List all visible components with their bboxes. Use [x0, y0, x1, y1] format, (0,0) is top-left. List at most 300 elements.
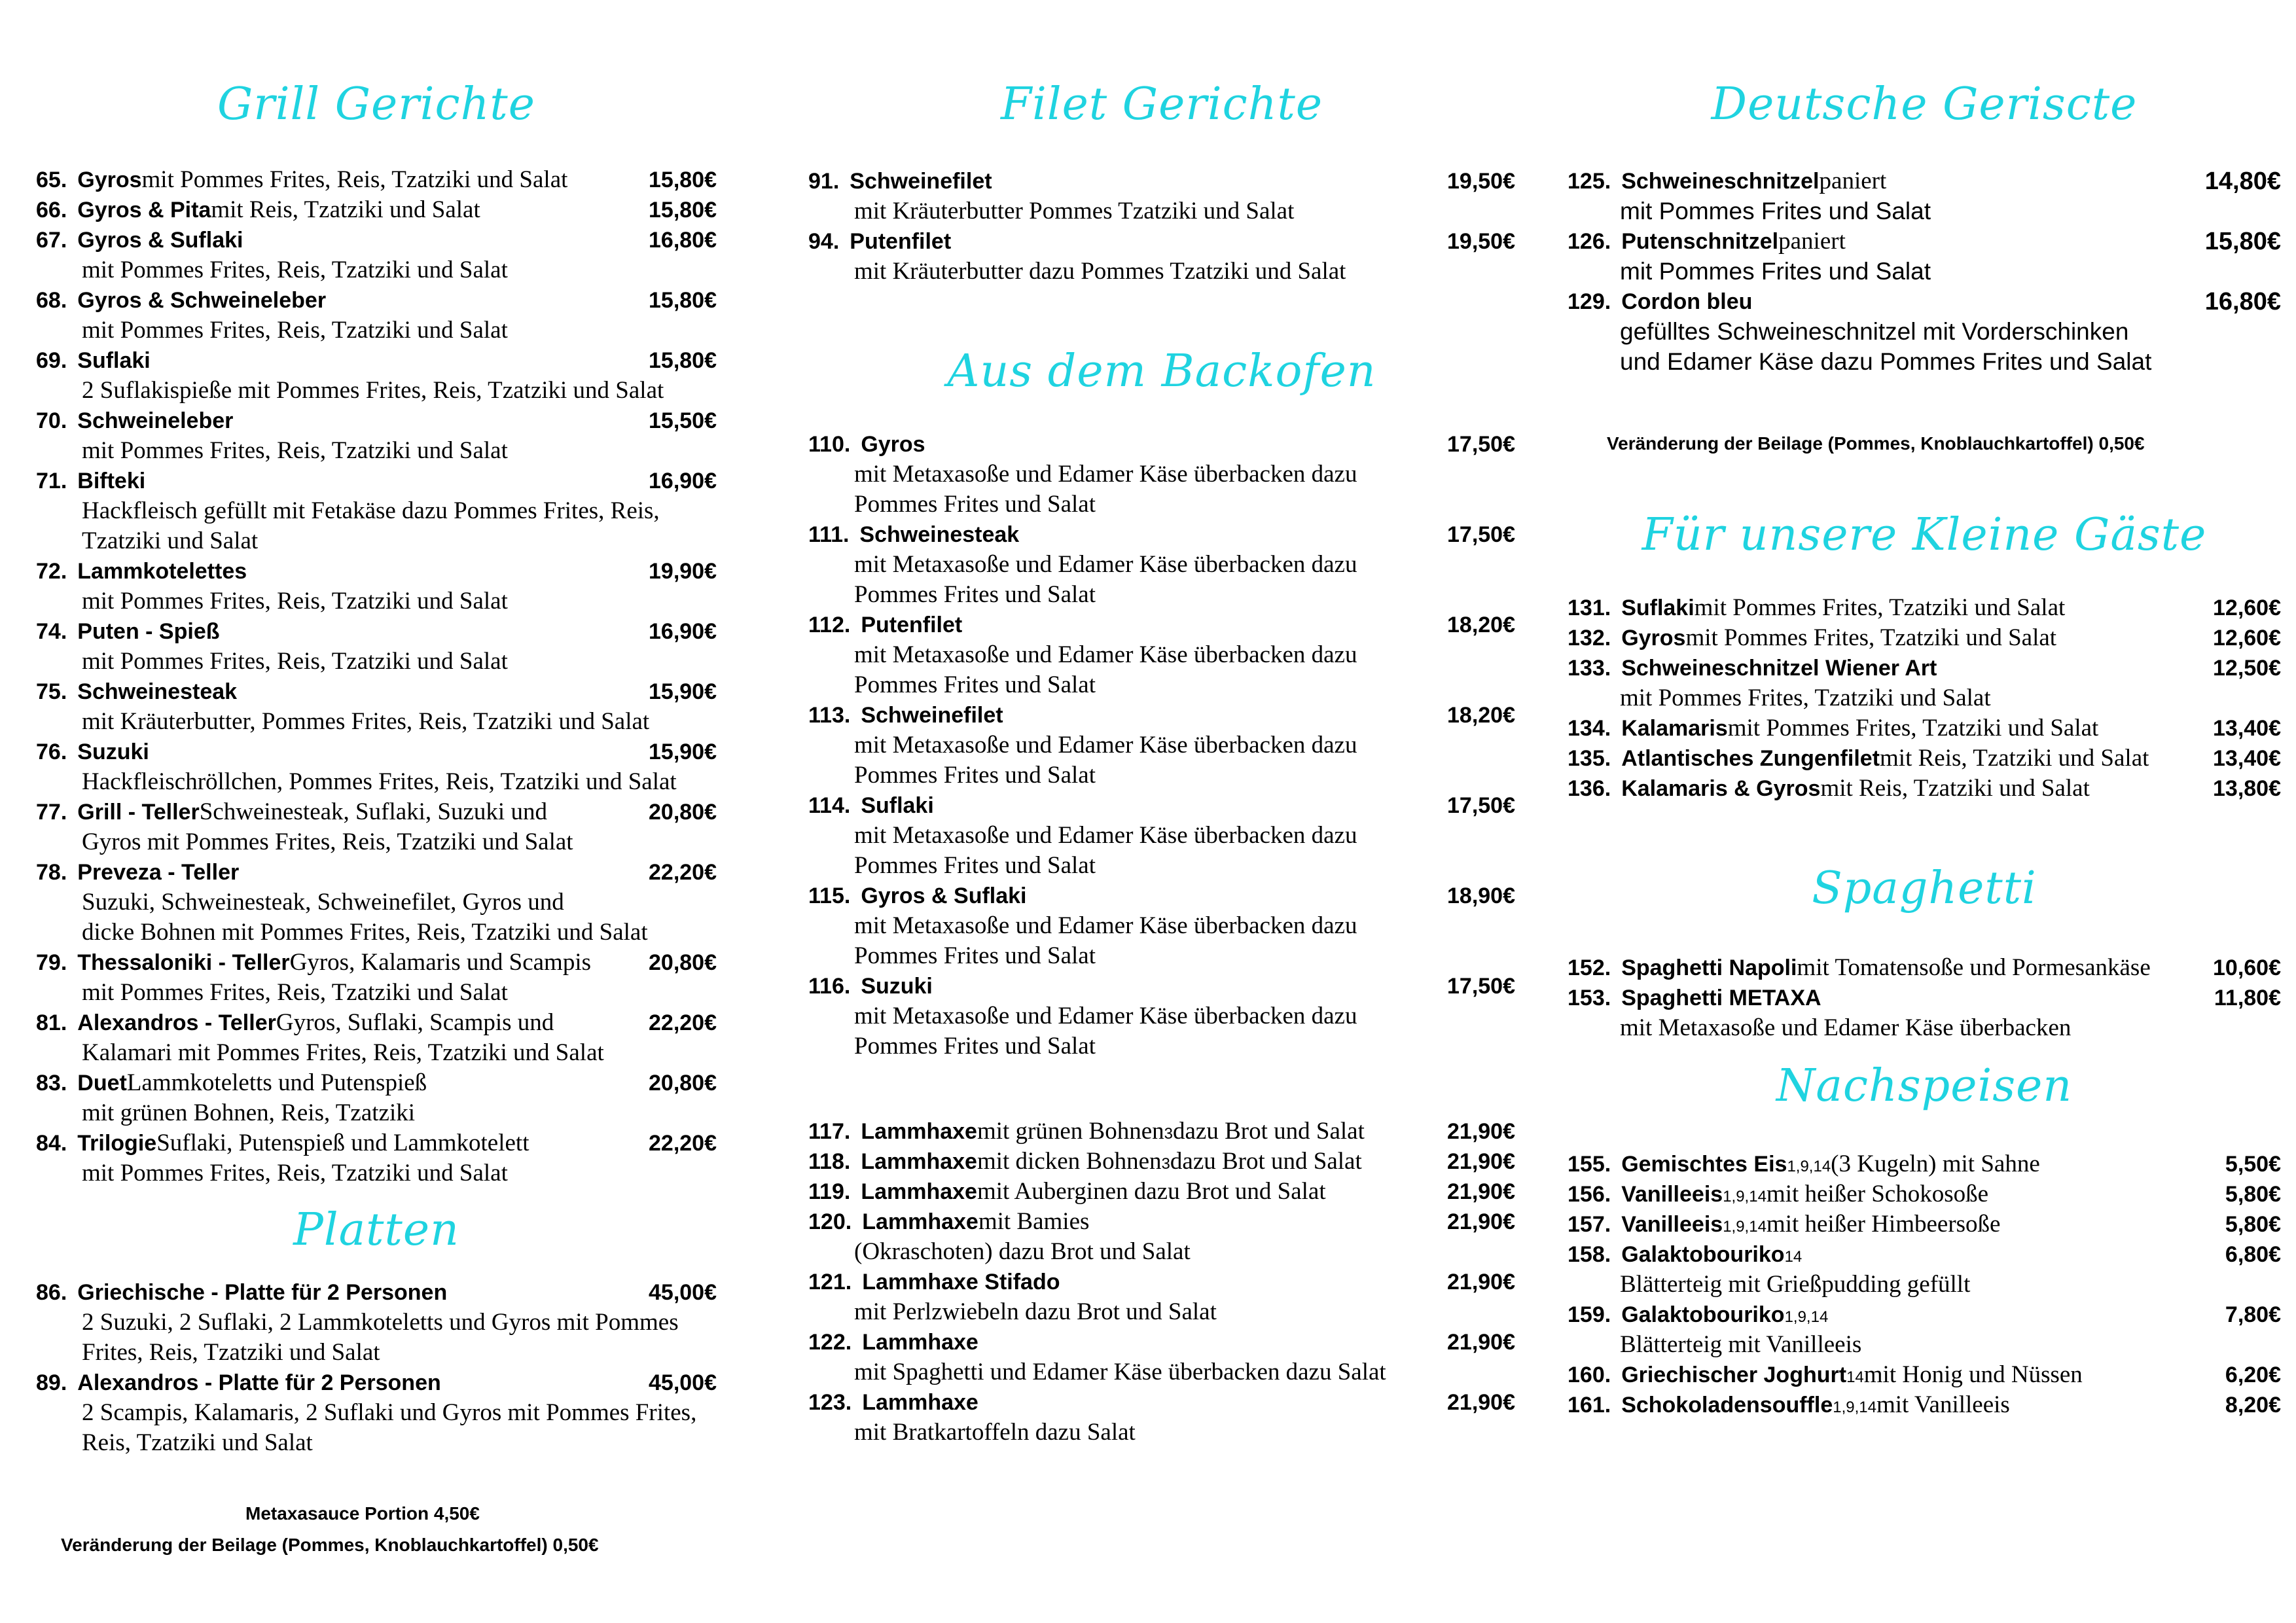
item-number: 83.	[36, 1071, 67, 1096]
item-sub-description: mit Perlzwiebeln dazu Brot und Salat	[854, 1298, 1217, 1325]
nachspeisen-list	[1568, 1149, 2281, 1420]
menu-item-line: 157. Vanilleeis 1,9,14 mit heißer Himbeersoße 5,80€	[1568, 1209, 2281, 1240]
menu-item	[36, 737, 717, 797]
item-name: Grill - Teller	[77, 800, 200, 825]
menu-item	[808, 166, 1515, 226]
item-name: Thessaloniki - Teller	[77, 950, 290, 975]
item-sub-description: Suzuki, Schweinesteak, Schweinefilet, Gyros und	[82, 889, 564, 916]
section-title-nachspeisen: Nachspeisen	[1776, 1060, 2073, 1112]
menu-item	[1568, 287, 2281, 377]
item-number: 86.	[36, 1280, 67, 1305]
item-description: mit Reis, Tzatziki und Salat	[1820, 775, 2090, 802]
item-name: Alexandros - Platte für 2 Personen	[77, 1370, 441, 1395]
menu-item	[36, 1068, 717, 1128]
item-sub-description: dicke Bohnen mit Pommes Frites, Reis, Tzatziki und Salat	[82, 919, 648, 946]
item-price: 10,60€	[2213, 955, 2281, 980]
item-description: Gyros, Suflaki, Scampis und	[276, 1009, 554, 1036]
menu-item-line	[808, 166, 1515, 196]
item-price: 5,50€	[2225, 1152, 2281, 1177]
item-description: mit Pommes Frites, Tzatziki und Salat	[1727, 715, 2099, 741]
menu-item	[1568, 953, 2281, 983]
item-name: Lammhaxe	[862, 1390, 978, 1415]
item-name: Bifteki	[77, 469, 146, 493]
item-name: Gyros	[77, 168, 142, 192]
menu-item-line: 118. Lammhaxe mit dicken Bohnen 3 dazu Brot und Salat 21,90€	[808, 1147, 1515, 1177]
item-price: 12,60€	[2213, 596, 2281, 620]
item-number: 157.	[1568, 1212, 1611, 1237]
item-name: Schweinefilet	[861, 703, 1003, 728]
item-price: 45,00€	[649, 1370, 717, 1395]
item-price: 19,50€	[1447, 169, 1515, 194]
item-name: Schweineleber	[77, 408, 234, 433]
menu-item	[808, 1116, 1515, 1147]
menu-item-line	[808, 700, 1515, 730]
menu-item	[1568, 1390, 2281, 1420]
item-name: Lammhaxe	[861, 1149, 977, 1174]
item-description: mit dicken Bohnen	[977, 1148, 1162, 1175]
item-sub-description: Pommes Frites und Salat	[854, 762, 1096, 789]
item-name: Schweinesteak	[77, 679, 238, 704]
filet-list	[808, 166, 1515, 287]
menu-item-line	[808, 1207, 1515, 1237]
item-sub-description: 2 Suflakispieße mit Pommes Frites, Reis, Tzatziki und Salat	[82, 377, 664, 404]
item-name: Duet	[77, 1071, 127, 1096]
menu-item-line	[808, 1267, 1515, 1297]
item-name: Lammhaxe Stifado	[862, 1270, 1060, 1294]
item-sub-description: mit Metaxasoße und Edamer Käse überbacken dazu	[854, 461, 1357, 488]
item-price: 13,80€	[2213, 776, 2281, 801]
item-name: Suzuki	[77, 740, 149, 764]
item-price: 5,80€	[2225, 1212, 2281, 1237]
item-number: 152.	[1568, 955, 1611, 980]
item-price: 21,90€	[1447, 1270, 1515, 1294]
item-price: 19,90€	[649, 559, 717, 584]
item-number: 76.	[36, 740, 67, 764]
item-number: 84.	[36, 1131, 67, 1156]
item-number: 71.	[36, 469, 67, 493]
menu-item	[808, 791, 1515, 881]
item-number: 123.	[808, 1390, 852, 1415]
menu-item-line	[1568, 166, 2281, 196]
item-sub-description: (Okraschoten) dazu Brot und Salat	[854, 1238, 1191, 1265]
item-description: (3 Kugeln) mit Sahne	[1831, 1150, 2040, 1177]
item-name: Suflaki	[861, 793, 934, 818]
item-price: 15,80€	[649, 288, 717, 313]
item-price: 11,80€	[2214, 986, 2281, 1010]
section-title-platten: Platten	[293, 1204, 459, 1256]
menu-item-line: 159. Galaktobouriko 1,9,14 7,80€	[1568, 1300, 2281, 1330]
item-description: mit Auberginen dazu Brot und Salat	[977, 1178, 1326, 1205]
item-price: 16,90€	[649, 619, 717, 644]
menu-item	[808, 1327, 1515, 1387]
item-description: mit Vanilleeis	[1876, 1391, 2010, 1418]
item-sub-description: mit Metaxasoße und Edamer Käse überbacken dazu	[854, 822, 1357, 849]
menu-item	[1568, 1149, 2281, 1179]
menu-item-line: 160. Griechischer Joghurt 14 mit Honig und Nüssen 6,20€	[1568, 1360, 2281, 1390]
item-price: 15,90€	[649, 740, 717, 764]
item-sub-description: mit Pommes Frites und Salat	[1620, 198, 1931, 224]
menu-item-line	[1568, 287, 2281, 317]
item-number: 74.	[36, 619, 67, 644]
item-name: Spaghetti Napoli	[1621, 955, 1797, 980]
item-name: Galaktobouriko	[1621, 1242, 1785, 1267]
item-name: Gyros & Schweineleber	[77, 288, 327, 313]
menu-item	[808, 1147, 1515, 1177]
menu-item-line	[36, 466, 717, 496]
section-title-backofen: Aus dem Backofen	[947, 346, 1376, 397]
item-number: 117.	[808, 1119, 851, 1144]
item-sub-description: Hackfleischröllchen, Pommes Frites, Reis, Tzatziki und Salat	[82, 768, 677, 795]
item-name: Gyros	[1621, 626, 1686, 651]
item-sub-description: mit Kräuterbutter Pommes Tzatziki und Salat	[854, 198, 1295, 224]
item-number: 67.	[36, 228, 67, 253]
item-price: 15,80€	[2204, 228, 2281, 255]
menu-item-line	[808, 226, 1515, 257]
item-price: 22,20€	[649, 1131, 717, 1156]
item-name: Putenfilet	[861, 613, 963, 637]
item-number: 118.	[808, 1149, 851, 1174]
menu-item	[36, 556, 717, 616]
menu-item	[808, 429, 1515, 520]
item-sub-description: Blätterteig mit Vanilleeis	[1620, 1331, 1862, 1358]
menu-item	[36, 857, 717, 948]
item-price: 21,90€	[1447, 1209, 1515, 1234]
item-price: 12,60€	[2213, 626, 2281, 651]
menu-item-line	[808, 881, 1515, 911]
item-sub-description: mit Pommes Frites, Reis, Tzatziki und Salat	[82, 437, 508, 464]
menu-item-line	[808, 791, 1515, 821]
item-name: Suzuki	[861, 974, 933, 999]
menu-item-line	[36, 948, 717, 978]
item-description: mit heißer Himbeersoße	[1766, 1211, 2001, 1238]
menu-item-line	[808, 429, 1515, 459]
menu-item-line	[36, 1008, 717, 1038]
menu-item-line	[808, 520, 1515, 550]
item-number: 160.	[1568, 1363, 1611, 1387]
menu-item-line	[36, 616, 717, 647]
menu-item	[1568, 226, 2281, 287]
menu-item	[808, 700, 1515, 791]
item-number: 129.	[1568, 289, 1611, 314]
item-number: 65.	[36, 168, 67, 192]
item-sub-description: mit Kräuterbutter, Pommes Frites, Reis, Tzatziki und Salat	[82, 708, 650, 735]
item-name: Puten - Spieß	[77, 619, 220, 644]
menu-item	[36, 225, 717, 285]
item-sub-description: Pommes Frites und Salat	[854, 581, 1096, 608]
item-name: Schweinesteak	[859, 522, 1020, 547]
item-number: 70.	[36, 408, 67, 433]
menu-item	[808, 1267, 1515, 1327]
item-price: 22,20€	[649, 860, 717, 885]
menu-item	[1568, 1300, 2281, 1360]
menu-item-line	[1568, 653, 2281, 683]
item-price: 15,80€	[649, 348, 717, 373]
item-name: Gemischtes Eis	[1621, 1152, 1787, 1177]
item-price: 20,80€	[649, 950, 717, 975]
item-number: 122.	[808, 1330, 852, 1355]
menu-item-line	[36, 1068, 717, 1098]
menu-item-line	[36, 225, 717, 255]
item-number: 155.	[1568, 1152, 1611, 1177]
item-sub-description: Pommes Frites und Salat	[854, 852, 1096, 879]
item-sub-description: mit Bratkartoffeln dazu Salat	[854, 1419, 1136, 1446]
item-number: 116.	[808, 974, 851, 999]
item-number: 72.	[36, 559, 67, 584]
menu-item	[36, 677, 717, 737]
menu-item	[1568, 774, 2281, 804]
item-number: 77.	[36, 800, 67, 825]
item-number: 113.	[808, 703, 851, 728]
menu-item-line	[36, 165, 717, 195]
metaxasauce-note: Metaxasauce Portion 4,50€	[245, 1503, 480, 1524]
menu-item	[36, 195, 717, 225]
menu-item	[36, 948, 717, 1008]
item-number: 79.	[36, 950, 67, 975]
item-description: mit heißer Schokosoße	[1766, 1181, 1989, 1207]
item-name: Lammhaxe	[861, 1179, 977, 1204]
item-price: 21,90€	[1447, 1390, 1515, 1415]
menu-item	[1568, 983, 2281, 1043]
item-price: 16,80€	[649, 228, 717, 253]
item-sub-description: mit Metaxasoße und Edamer Käse überbacken dazu	[854, 641, 1357, 668]
item-description: Gyros, Kalamaris und Scampis	[289, 949, 592, 976]
menu-item	[36, 406, 717, 466]
item-sub-description: mit Metaxasoße und Edamer Käse überbacken dazu	[854, 1003, 1357, 1029]
deutsche-list	[1568, 166, 2281, 377]
item-name: Gyros	[861, 432, 925, 457]
menu-item-line	[1568, 983, 2281, 1013]
item-price: 16,90€	[649, 469, 717, 493]
item-price: 13,40€	[2213, 746, 2281, 771]
item-name: Trilogie	[77, 1131, 157, 1156]
backofen-list	[808, 429, 1515, 1061]
item-sub-description: Pommes Frites und Salat	[854, 671, 1096, 698]
menu-item-line	[36, 556, 717, 586]
menu-item-line	[808, 1387, 1515, 1418]
item-number: 120.	[808, 1209, 852, 1234]
item-name: Lammhaxe	[861, 1119, 977, 1144]
item-sub-description: Tzatziki und Salat	[82, 527, 259, 554]
item-sub-description: mit Metaxasoße und Edamer Käse überbacken dazu	[854, 551, 1357, 578]
menu-item	[1568, 713, 2281, 743]
item-number: 135.	[1568, 746, 1611, 771]
item-name: Schweineschnitzel Wiener Art	[1621, 656, 1937, 681]
item-number: 161.	[1568, 1393, 1611, 1418]
item-price: 22,20€	[649, 1010, 717, 1035]
item-name: Lammkotelettes	[77, 559, 247, 584]
item-sub-description: mit Pommes Frites, Reis, Tzatziki und Salat	[82, 979, 508, 1006]
item-description: mit Honig und Nüssen	[1863, 1361, 2083, 1388]
item-number: 156.	[1568, 1182, 1611, 1207]
item-name: Griechische - Platte für 2 Personen	[77, 1280, 448, 1305]
item-name: Kalamaris & Gyros	[1621, 776, 1821, 801]
item-number: 68.	[36, 288, 67, 313]
menu-item-line	[808, 1177, 1515, 1207]
item-number: 125.	[1568, 169, 1611, 194]
item-price: 17,50€	[1447, 974, 1515, 999]
item-number: 121.	[808, 1270, 852, 1294]
item-sub-description: Hackfleisch gefüllt mit Fetakäse dazu Pommes Frites, Reis,	[82, 497, 660, 524]
item-name: Gyros & Suflaki	[861, 883, 1027, 908]
item-name: Putenfilet	[850, 229, 952, 254]
item-price: 20,80€	[649, 800, 717, 825]
menu-item	[1568, 743, 2281, 774]
spaghetti-list	[1568, 953, 2281, 1043]
item-sub-description: mit Pommes Frites, Reis, Tzatziki und Salat	[82, 257, 508, 283]
menu-item-line	[1568, 713, 2281, 743]
item-price: 12,50€	[2213, 656, 2281, 681]
item-number: 119.	[808, 1179, 851, 1204]
item-number: 110.	[808, 432, 851, 457]
item-price: 5,80€	[2225, 1182, 2281, 1207]
item-sub-description: 2 Scampis, Kalamaris, 2 Suflaki und Gyros mit Pommes Frites,	[82, 1399, 697, 1426]
kinder-list	[1568, 593, 2281, 804]
item-price: 21,90€	[1447, 1330, 1515, 1355]
menu-item-line	[1568, 226, 2281, 257]
menu-item	[808, 610, 1515, 700]
item-sub-description: mit Pommes Frites, Reis, Tzatziki und Salat	[82, 317, 508, 344]
menu-item-line	[36, 677, 717, 707]
menu-item-line	[36, 1128, 717, 1158]
lamm-list	[808, 1116, 1515, 1448]
item-price: 15,80€	[649, 168, 717, 192]
item-sub-description: 2 Suzuki, 2 Suflaki, 2 Lammkoteletts und Gyros mit Pommes	[82, 1309, 679, 1336]
item-number: 91.	[808, 169, 840, 194]
menu-item	[808, 1207, 1515, 1267]
item-price: 13,40€	[2213, 716, 2281, 741]
item-number: 159.	[1568, 1302, 1611, 1327]
item-price: 6,80€	[2225, 1242, 2281, 1267]
item-number: 136.	[1568, 776, 1611, 801]
item-price: 6,20€	[2225, 1363, 2281, 1387]
item-description: mit Pommes Frites, Reis, Tzatziki und Salat	[141, 166, 568, 193]
item-price: 18,90€	[1447, 883, 1515, 908]
item-price: 15,50€	[649, 408, 717, 433]
menu-item-line	[1568, 953, 2281, 983]
menu-item	[808, 971, 1515, 1061]
item-sub-description: mit Metaxasoße und Edamer Käse überbacken dazu	[854, 912, 1357, 939]
item-number: 114.	[808, 793, 851, 818]
menu-item	[808, 881, 1515, 971]
menu-item	[1568, 653, 2281, 713]
item-name: Gyros & Pita	[77, 198, 211, 223]
item-description: Lammkoteletts und Putenspieß	[126, 1069, 427, 1096]
section-title-grill: Grill Gerichte	[217, 79, 535, 130]
item-name: Atlantisches Zungenfilet	[1621, 746, 1880, 771]
menu-item-line: 155. Gemischtes Eis 1,9,14 (3 Kugeln) mit Sahne 5,50€	[1568, 1149, 2281, 1179]
item-description: mit Bamies	[978, 1208, 1090, 1235]
menu-item	[808, 520, 1515, 610]
item-price: 18,20€	[1447, 613, 1515, 637]
section-title-kinder: Für unsere Kleine Gäste	[1641, 509, 2207, 561]
item-name: Cordon bleu	[1621, 289, 1753, 314]
menu-item	[36, 346, 717, 406]
item-price: 45,00€	[649, 1280, 717, 1305]
menu-item-line: 158. Galaktobouriko 14 6,80€	[1568, 1240, 2281, 1270]
item-name: Kalamaris	[1621, 716, 1728, 741]
menu-item	[1568, 1240, 2281, 1300]
menu-item-line	[36, 285, 717, 315]
item-name: Preveza - Teller	[77, 860, 240, 885]
item-description: paniert	[1778, 228, 1846, 255]
item-number: 69.	[36, 348, 67, 373]
menu-item-line	[808, 971, 1515, 1001]
menu-item-line	[1568, 774, 2281, 804]
item-price: 14,80€	[2204, 168, 2281, 195]
item-sub-description: mit Metaxasoße und Edamer Käse überbacken	[1620, 1014, 2072, 1041]
item-sub-description: mit Pommes Frites, Reis, Tzatziki und Salat	[82, 1160, 508, 1186]
item-number: 133.	[1568, 656, 1611, 681]
item-price: 21,90€	[1447, 1119, 1515, 1144]
item-name: Vanilleeis	[1621, 1182, 1723, 1207]
item-description: mit Reis, Tzatziki und Salat	[1880, 745, 2149, 772]
item-description-2: dazu Brot und Salat	[1170, 1148, 1362, 1175]
item-number: 66.	[36, 198, 67, 223]
item-name: Gyros & Suflaki	[77, 228, 243, 253]
menu-item	[808, 1387, 1515, 1448]
item-number: 75.	[36, 679, 67, 704]
item-name: Alexandros - Teller	[77, 1010, 276, 1035]
item-price: 7,80€	[2225, 1302, 2281, 1327]
item-sub-description: mit Pommes Frites und Salat	[1620, 258, 1931, 285]
item-number: 134.	[1568, 716, 1611, 741]
item-price: 20,80€	[649, 1071, 717, 1096]
item-sub-description: und Edamer Käse dazu Pommes Frites und Salat	[1620, 348, 2152, 375]
item-price: 16,80€	[2204, 288, 2281, 315]
menu-item-line	[36, 797, 717, 827]
menu-item-line	[36, 406, 717, 436]
item-number: 112.	[808, 613, 851, 637]
menu-item	[36, 165, 717, 195]
item-number: 94.	[808, 229, 840, 254]
menu-item	[36, 797, 717, 857]
item-name: Putenschnitzel	[1621, 229, 1779, 254]
menu-item	[1568, 166, 2281, 226]
menu-item-line	[1568, 593, 2281, 623]
menu-item	[1568, 1360, 2281, 1390]
item-name: Lammhaxe	[862, 1330, 978, 1355]
menu-item	[1568, 593, 2281, 623]
item-name: Griechischer Joghurt	[1621, 1363, 1847, 1387]
item-number: 81.	[36, 1010, 67, 1035]
item-sub-description: Blätterteig mit Grießpudding gefüllt	[1620, 1271, 1971, 1298]
item-price: 17,50€	[1447, 522, 1515, 547]
menu-item-line	[808, 1327, 1515, 1357]
item-name: Suflaki	[1621, 596, 1695, 620]
item-number: 153.	[1568, 986, 1611, 1010]
item-sub-description: gefülltes Schweineschnitzel mit Vorderschinken	[1620, 318, 2129, 345]
item-name: Spaghetti METAXA	[1621, 986, 1821, 1010]
item-description: mit Tomatensoße und Pormesankäse	[1797, 954, 2151, 981]
menu-item-line	[1568, 743, 2281, 774]
menu-item-line	[36, 1277, 717, 1308]
item-price: 15,80€	[649, 198, 717, 223]
menu-item-line	[36, 737, 717, 767]
item-number: 78.	[36, 860, 67, 885]
menu-item-line	[36, 857, 717, 887]
menu-item	[36, 1128, 717, 1188]
menu-item	[36, 616, 717, 677]
item-number: 111.	[808, 522, 850, 547]
item-price: 8,20€	[2225, 1393, 2281, 1418]
menu-item-line	[808, 610, 1515, 640]
menu-item-line	[36, 1368, 717, 1398]
item-price: 21,90€	[1447, 1149, 1515, 1174]
item-sub-description: mit Pommes Frites, Reis, Tzatziki und Salat	[82, 648, 508, 675]
section-title-deutsche: Deutsche Geriscte	[1711, 79, 2138, 130]
item-description: paniert	[1819, 168, 1887, 194]
menu-item	[1568, 1179, 2281, 1209]
